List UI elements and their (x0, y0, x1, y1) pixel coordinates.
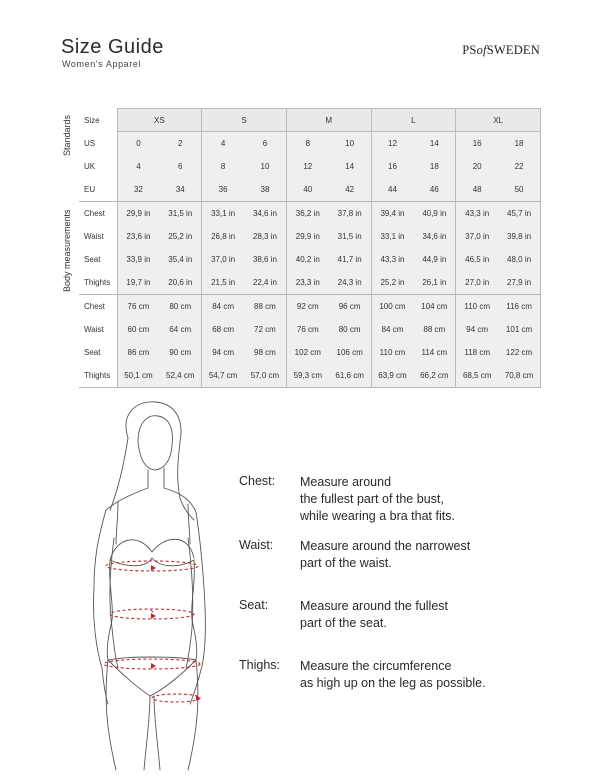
table-cell: 50 (498, 178, 540, 202)
table-cell: 25,2 in (159, 225, 201, 248)
table-cell: 70,8 cm (498, 364, 540, 388)
brand-sweden: SWEDEN (486, 43, 540, 57)
table-cell: 10 (329, 132, 371, 156)
table-cell: 118 cm (456, 341, 498, 364)
table-cell: 37,8 in (329, 202, 371, 226)
row-label: US (79, 132, 117, 156)
table-cell: 28,3 in (244, 225, 286, 248)
instruction-description (300, 598, 448, 632)
table-cell: 34 (159, 178, 201, 202)
table-cell: 90 cm (159, 341, 201, 364)
table-cell: 48 (456, 178, 498, 202)
table-cell: 40,2 in (286, 248, 328, 271)
table-row (79, 295, 541, 319)
table-cell: 18 (498, 132, 540, 156)
size-group-xs: XS (117, 109, 202, 132)
instruction-term: Thighs: (239, 658, 280, 672)
instruction-term: Chest: (239, 474, 276, 488)
size-group-m: M (286, 109, 371, 132)
table-cell: 36,2 in (286, 202, 328, 226)
row-label: Waist (79, 318, 117, 341)
instruction-term: Waist: (239, 538, 274, 552)
table-cell: 102 cm (286, 341, 328, 364)
size-group-l: L (371, 109, 456, 132)
table-cell: 46 (413, 178, 455, 202)
table-cell: 39,8 in (498, 225, 540, 248)
table-cell: 39,4 in (371, 202, 413, 226)
table-cell: 68 cm (202, 318, 244, 341)
row-label: Waist (79, 225, 117, 248)
table-cell: 84 cm (371, 318, 413, 341)
table-cell: 116 cm (498, 295, 540, 319)
row-label: Chest (79, 202, 117, 226)
table-cell: 50,1 cm (117, 364, 159, 388)
thigh-measure-line (152, 694, 200, 702)
table-cell: 44 (371, 178, 413, 202)
table-cell: 26,1 in (413, 271, 455, 295)
table-cell: 12 (286, 155, 328, 178)
table-cell: 60 cm (117, 318, 159, 341)
table-cell: 33,1 in (371, 225, 413, 248)
table-cell: 23,3 in (286, 271, 328, 295)
table-cell: 76 cm (286, 318, 328, 341)
table-cell: 34,6 in (413, 225, 455, 248)
table-cell: 80 cm (329, 318, 371, 341)
table-cell: 6 (244, 132, 286, 156)
table-cell: 54,7 cm (202, 364, 244, 388)
table-cell: 104 cm (413, 295, 455, 319)
table-row (79, 225, 541, 248)
instruction-line: the fullest part of the bust, (300, 492, 444, 506)
table-cell: 34,6 in (244, 202, 286, 226)
body-measurements-label: Body measurements (62, 209, 72, 292)
table-cell: 57,0 cm (244, 364, 286, 388)
table-cell: 37,0 in (202, 248, 244, 271)
table-cell: 94 cm (456, 318, 498, 341)
table-cell: 61,6 cm (329, 364, 371, 388)
table-cell: 26,8 in (202, 225, 244, 248)
table-cell: 8 (202, 155, 244, 178)
table-cell: 29,9 in (286, 225, 328, 248)
table-cell: 40 (286, 178, 328, 202)
table-cell: 4 (117, 155, 159, 178)
table-cell: 44,9 in (413, 248, 455, 271)
table-cell: 96 cm (329, 295, 371, 319)
table-cell: 88 cm (244, 295, 286, 319)
table-cell: 31,5 in (329, 225, 371, 248)
table-cell: 72 cm (244, 318, 286, 341)
table-cell: 18 (413, 155, 455, 178)
table-cell: 4 (202, 132, 244, 156)
instruction-line: Measure around the fullest (300, 599, 449, 613)
row-label: Thights (79, 364, 117, 388)
instruction-line: as high up on the leg as possible. (300, 676, 486, 690)
table-cell: 21,5 in (202, 271, 244, 295)
table-cell: 122 cm (498, 341, 540, 364)
table-cell: 92 cm (286, 295, 328, 319)
measurement-instructions (239, 474, 569, 718)
table-cell: 16 (456, 132, 498, 156)
table-row (79, 364, 541, 388)
table-row (79, 202, 541, 226)
table-cell: 22 (498, 155, 540, 178)
table-cell: 76 cm (117, 295, 159, 319)
table-cell: 101 cm (498, 318, 540, 341)
table-row (79, 248, 541, 271)
instruction-description (300, 474, 455, 525)
table-cell: 16 (371, 155, 413, 178)
table-row (79, 341, 541, 364)
table-cell: 19,7 in (117, 271, 159, 295)
size-label: Size (79, 109, 117, 132)
instruction-term: Seat: (239, 598, 269, 612)
instruction-item (239, 474, 569, 538)
table-cell: 33,1 in (202, 202, 244, 226)
table-cell: 106 cm (329, 341, 371, 364)
table-cell: 10 (244, 155, 286, 178)
table-cell: 40,9 in (413, 202, 455, 226)
size-group-xl: XL (456, 109, 541, 132)
table-cell: 27,0 in (456, 271, 498, 295)
table-cell: 23,6 in (117, 225, 159, 248)
table-cell: 20,6 in (159, 271, 201, 295)
table-cell: 45,7 in (498, 202, 540, 226)
instruction-item (239, 598, 569, 658)
table-cell: 35,4 in (159, 248, 201, 271)
table-cell: 114 cm (413, 341, 455, 364)
instruction-description (300, 658, 486, 692)
instruction-item (239, 658, 569, 718)
table-cell: 100 cm (371, 295, 413, 319)
table-cell: 38,6 in (244, 248, 286, 271)
instruction-line: while wearing a bra that fits. (300, 509, 455, 523)
table-cell: 84 cm (202, 295, 244, 319)
table-cell: 6 (159, 155, 201, 178)
brand-of: of (476, 43, 487, 57)
row-label: Thights (79, 271, 117, 295)
table-cell: 59,3 cm (286, 364, 328, 388)
instruction-line: Measure around the narrowest (300, 539, 471, 553)
body-figure (88, 398, 228, 776)
table-cell: 33,9 in (117, 248, 159, 271)
table-cell: 20 (456, 155, 498, 178)
row-label: UK (79, 155, 117, 178)
table-cell: 29,9 in (117, 202, 159, 226)
size-group-s: S (202, 109, 287, 132)
table-cell: 63,9 cm (371, 364, 413, 388)
table-cell: 36 (202, 178, 244, 202)
table-cell: 22,4 in (244, 271, 286, 295)
page-title: Size Guide (61, 36, 164, 58)
table-row (79, 271, 541, 295)
table-cell: 66,2 cm (413, 364, 455, 388)
table-cell: 41,7 in (329, 248, 371, 271)
chest-arrow-icon (151, 565, 156, 571)
table-cell: 32 (117, 178, 159, 202)
seat-arrow-icon (151, 663, 156, 669)
instruction-line: part of the seat. (300, 616, 387, 630)
table-row (79, 155, 541, 178)
row-label: EU (79, 178, 117, 202)
table-cell: 52,4 cm (159, 364, 201, 388)
instruction-item (239, 538, 569, 598)
standards-label: Standards (62, 114, 72, 156)
page-subtitle: Women's Apparel (62, 59, 142, 69)
table-cell: 94 cm (202, 341, 244, 364)
table-cell: 64 cm (159, 318, 201, 341)
table-cell: 24,3 in (329, 271, 371, 295)
instruction-line: Measure the circumference (300, 659, 452, 673)
table-cell: 43,3 in (371, 248, 413, 271)
table-cell: 68,5 cm (456, 364, 498, 388)
table-cell: 8 (286, 132, 328, 156)
waist-arrow-icon (151, 613, 156, 619)
instruction-description (300, 538, 470, 572)
table-row (79, 132, 541, 156)
table-cell: 43,3 in (456, 202, 498, 226)
instruction-line: part of the waist. (300, 556, 392, 570)
table-cell: 14 (329, 155, 371, 178)
table-cell: 27,9 in (498, 271, 540, 295)
table-cell: 0 (117, 132, 159, 156)
row-label: Chest (79, 295, 117, 319)
table-cell: 110 cm (371, 341, 413, 364)
size-table (79, 108, 541, 388)
table-cell: 86 cm (117, 341, 159, 364)
table-cell: 110 cm (456, 295, 498, 319)
table-cell: 46,5 in (456, 248, 498, 271)
table-cell: 80 cm (159, 295, 201, 319)
brand-ps: PS (462, 43, 477, 57)
table-cell: 98 cm (244, 341, 286, 364)
brand-logo (462, 43, 540, 58)
table-cell: 48,0 in (498, 248, 540, 271)
table-row (79, 178, 541, 202)
table-cell: 25,2 in (371, 271, 413, 295)
table-cell: 31,5 in (159, 202, 201, 226)
size-header-row (79, 109, 541, 132)
row-label: Seat (79, 248, 117, 271)
table-cell: 12 (371, 132, 413, 156)
table-cell: 88 cm (413, 318, 455, 341)
table-cell: 38 (244, 178, 286, 202)
table-cell: 14 (413, 132, 455, 156)
table-row (79, 318, 541, 341)
row-label: Seat (79, 341, 117, 364)
instruction-line: Measure around (300, 475, 392, 489)
table-cell: 42 (329, 178, 371, 202)
table-cell: 37,0 in (456, 225, 498, 248)
table-cell: 2 (159, 132, 201, 156)
